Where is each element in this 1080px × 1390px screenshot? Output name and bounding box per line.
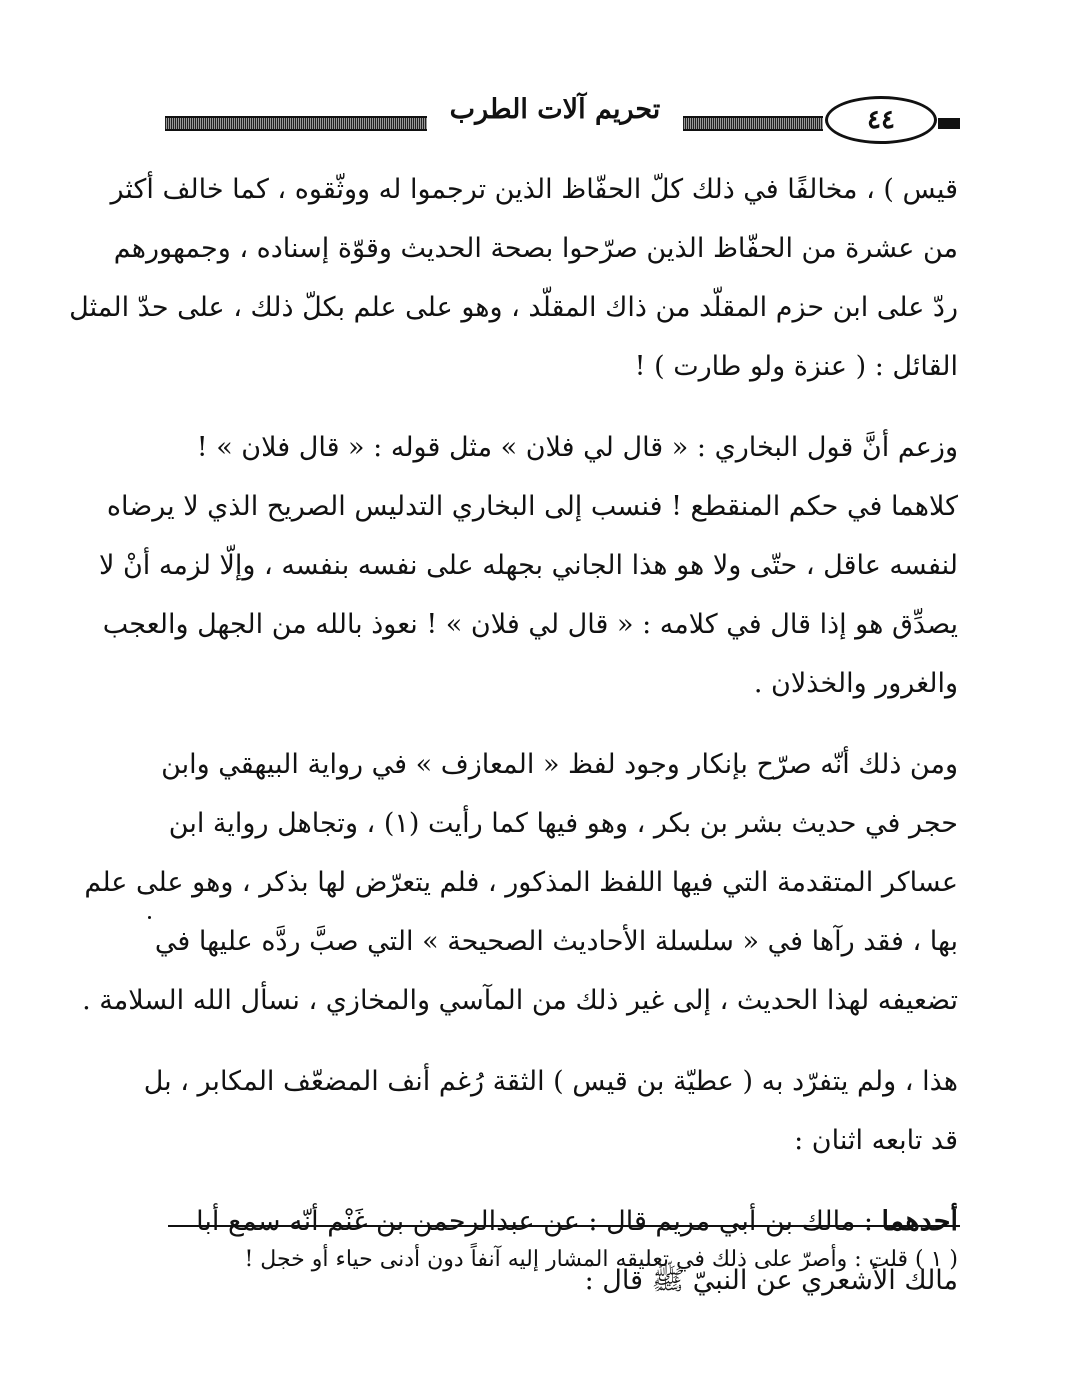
text-line: القائل : ( عنزة ولو طارت ) ! — [634, 351, 958, 382]
text-line: عساكر المتقدمة التي فيها اللفظ المذكور ، فلم يتعرّض لها بذكر ، وهو على علم — [84, 867, 958, 898]
text-line: وزعم أنَّ قول البخاري : « قال لي فلان » مثل قوله : « قال فلان » ! — [196, 432, 958, 463]
text-line: مالك الأشعري عن النبيّ ﷺ قال : — [584, 1265, 958, 1296]
text-line: من عشرة من الحفّاظ الذين صرّحوا بصحة الحديث وقوّة إسناده ، وجمهورهم — [113, 233, 958, 264]
text-line: قيس ) ، مخالفًا في ذلك كلّ الحفّاظ الذين ترجموا له ووثّقوه ، كما خالف أكثر — [110, 174, 958, 205]
lead-word: أحدهما — [881, 1206, 958, 1237]
text-line: ومن ذلك أنّه صرّح بإنكار وجود لفظ « المعازف » في رواية البيهقي وابن — [161, 749, 958, 780]
text-line: ردّ على ابن حزم المقلّد من ذاك المقلّد ، وهو على علم بكلّ ذلك ، على حدّ المثل — [69, 292, 958, 323]
paragraph-4 — [143, 1052, 958, 1170]
text-line: بها ، فقد رآها في « سلسلة الأحاديث الصحيحة » التي صبَّ ردَّه عليها في — [154, 926, 958, 957]
body-text — [69, 160, 958, 1310]
footnote-separator — [168, 1225, 960, 1227]
running-title: تحريم آلات الطرب — [449, 94, 661, 125]
text-line: والغرور والخذلان . — [753, 668, 958, 699]
header-rule-right — [683, 116, 823, 131]
header-rule-left — [165, 116, 427, 131]
page-number: ٤٤ — [825, 96, 937, 144]
text-fragment: : مالك بن أبي مريم قال : عن عبدالرحمن بن غَنْم أنّه سمع أبا — [196, 1206, 882, 1237]
header-rule-end — [938, 118, 960, 129]
text-line: تضعيفه لهذا الحديث ، إلى غير ذلك من المآسي والمخازي ، نسأل الله السلامة . — [82, 985, 958, 1016]
paragraph-3 — [82, 735, 958, 1030]
text-line: كلاهما في حكم المنقطع ! فنسب إلى البخاري التدليس الصريح الذي لا يرضاه — [106, 491, 958, 522]
stray-mark — [148, 916, 151, 919]
text-line: يصدِّق هو إذا قال في كلامه : « قال لي فلان » ! نعوذ بالله من الجهل والعجب — [102, 609, 958, 640]
text-line: قد تابعه اثنان : — [794, 1125, 958, 1156]
text-line: حجر في حديث بشر بن بكر ، وهو فيها كما رأيت (١) ، وتجاهل رواية ابن — [168, 808, 958, 839]
page-header — [165, 88, 960, 148]
paragraph-2 — [98, 418, 958, 713]
paragraph-1 — [69, 160, 958, 396]
text-line: لنفسه عاقل ، حتّى ولا هو هذا الجاني بجهله على نفسه بنفسه ، وإلّا لزمه أنْ لا — [98, 550, 958, 581]
text-line: هذا ، ولم يتفرّد به ( عطيّة بن قيس ) الثقة رُغم أنف المضعّف المكابر ، بل — [143, 1066, 958, 1097]
footnote: ( ١ ) قلت : وأصرّ على ذلك في تعليقه المشار إليه آنفاً دون أدنى حياء أو خجل ! — [244, 1247, 958, 1272]
